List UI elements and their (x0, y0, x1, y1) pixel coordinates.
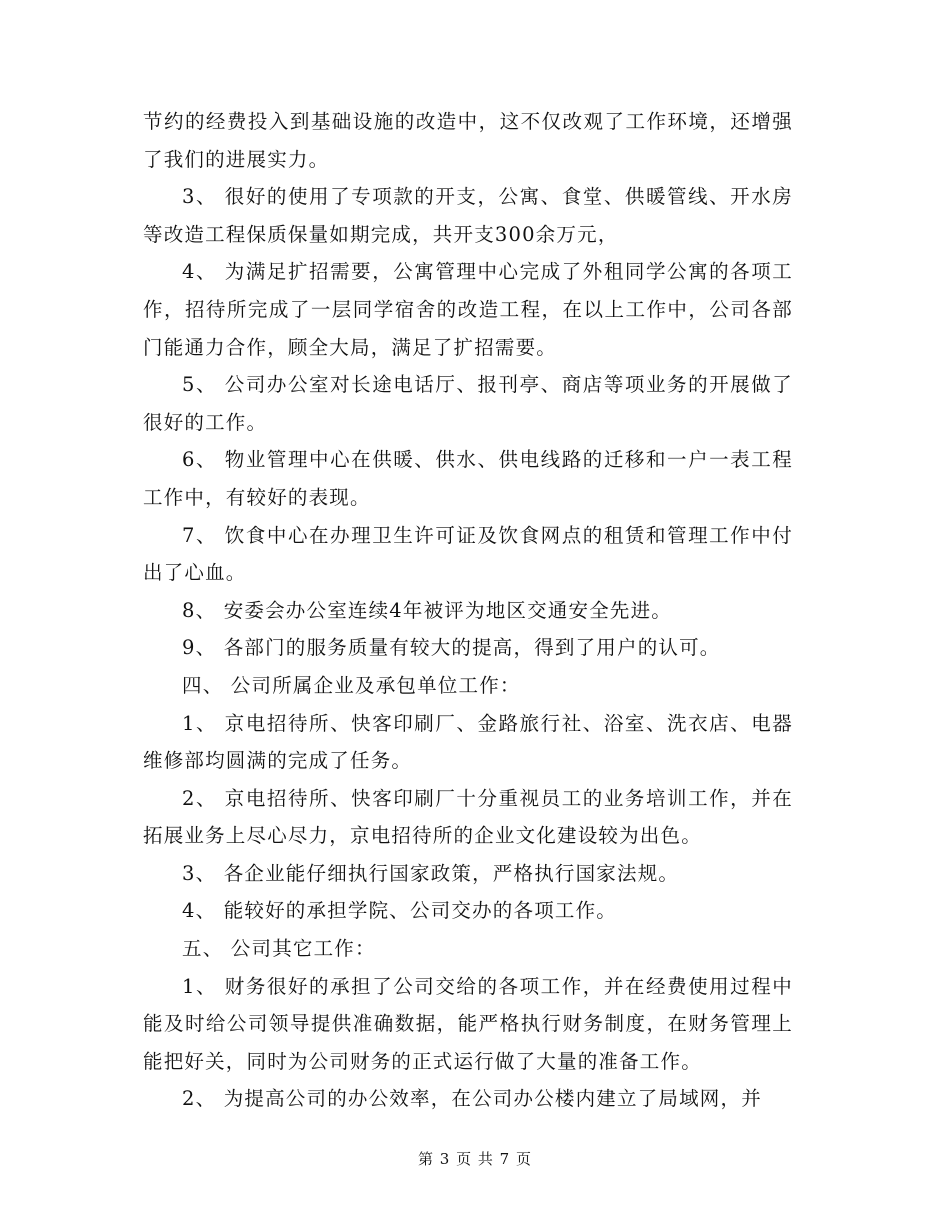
paragraph: 节约的经费投入到基础设施的改造中，这不仅改观了工作环境，还增强了我们的进展实力。 (143, 110, 793, 171)
page-number-footer: 第 3 页 共 7 页 (418, 1150, 532, 1168)
paragraph: 3、 很好的使用了专项款的开支，公寓、食堂、供暖管线、开水房等改造工程保质保量如期完成，共开支300余万元， (143, 185, 793, 246)
paragraph: 4、 为满足扩招需要，公寓管理中心完成了外租同学公寓的各项工作，招待所完成了一层同学宿舍的改造工程，在以上工作中，公司各部门能通力合作，顾全大局，满足了扩招需要。 (143, 260, 793, 359)
paragraph: 3、 各企业能仔细执行国家政策，严格执行国家法规。 (182, 861, 680, 885)
paragraph: 6、 物业管理中心在供暖、供水、供电线路的迁移和一户一表工程工作中，有较好的表现。 (143, 448, 793, 509)
section-heading: 五、 公司其它工作： (182, 937, 376, 961)
section-heading: 四、 公司所属企业及承包单位工作： (182, 673, 521, 697)
paragraph: 9、 各部门的服务质量有较大的提高，得到了用户的认可。 (182, 636, 721, 660)
paragraph: 2、 京电招待所、快客印刷厂十分重视员工的业务培训工作，并在拓展业务上尽心尽力，京电招待所的企业文化建设较为出色。 (143, 786, 793, 848)
paragraph: 1、 京电招待所、快客印刷厂、金路旅行社、浴室、洗衣店、电器维修部均圆满的完成了任务。 (143, 711, 793, 773)
paragraph: 8、 安委会办公室连续4年被评为地区交通安全先进。 (182, 598, 673, 622)
paragraph: 2、 为提高公司的办公效率，在公司办公楼内建立了局域网，并 (182, 1087, 762, 1111)
paragraph: 1、 财务很好的承担了公司交给的各项工作，并在经费使用过程中能及时给公司领导提供准确数据，能严格执行财务制度，在财务管理上能把好关，同时为公司财务的正式运行做了大量的准备工作。 (143, 974, 793, 1073)
paragraph: 5、 公司办公室对长途电话厅、报刊亭、商店等项业务的开展做了很好的工作。 (143, 373, 793, 434)
paragraph: 4、 能较好的承担学院、公司交办的各项工作。 (182, 899, 618, 923)
document-body (143, 103, 793, 1118)
paragraph: 7、 饮食中心在办理卫生许可证及饮食网点的租赁和管理工作中付出了心血。 (143, 523, 793, 585)
